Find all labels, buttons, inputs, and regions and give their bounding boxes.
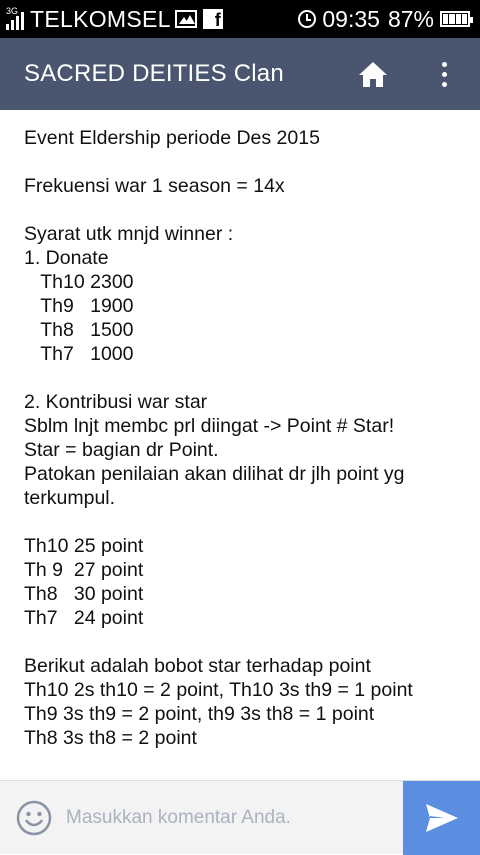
battery-icon [440, 11, 470, 27]
gallery-notification-icon [175, 10, 197, 28]
smiley-icon [16, 800, 52, 836]
send-button[interactable] [403, 781, 480, 855]
status-bar [0, 0, 480, 38]
home-icon [358, 60, 388, 88]
home-button[interactable] [357, 58, 389, 90]
network-type: 3G [6, 6, 19, 16]
post-content[interactable] [0, 110, 480, 772]
send-icon [425, 803, 459, 833]
more-options-button[interactable] [430, 56, 458, 92]
signal-icon [6, 8, 24, 30]
app-bar [0, 38, 480, 110]
page-title: SACRED DEITIES Clan [24, 60, 284, 87]
more-vert-icon [442, 62, 447, 67]
status-time: 09:35 [322, 5, 380, 32]
emoji-button[interactable] [16, 800, 52, 836]
comment-bar [0, 780, 480, 854]
carrier-name: TELKOMSEL [30, 5, 171, 32]
post-body: Event Eldership periode Des 2015 Frekuensi war 1 season = 14x Syarat utk mnjd winner : 1. Donate Th10 2300 Th9 1900 Th8 1500 Th7 1000 2. Kontribusi war star Sblm lnjt membc prl diingat -> Point # Star! Star = bagian dr Point. Patokan penilaian akan dilihat dr jlh point yg terkumpul. Th10 25 point Th 9 27 point Th8 30 point Th7 24 point Berikut adalah bobot star terhadap point Th10 2s th10 = 2 point, Th10 3s th9 = 1 point Th9 3s th9 = 2 point, th9 3s th8 = 1 point Th8 3s th8 = 2 point [24, 127, 413, 749]
facebook-notification-icon: f [203, 9, 223, 29]
battery-percent: 87% [387, 5, 434, 32]
alarm-icon [298, 10, 316, 28]
comment-input[interactable] [66, 801, 386, 835]
